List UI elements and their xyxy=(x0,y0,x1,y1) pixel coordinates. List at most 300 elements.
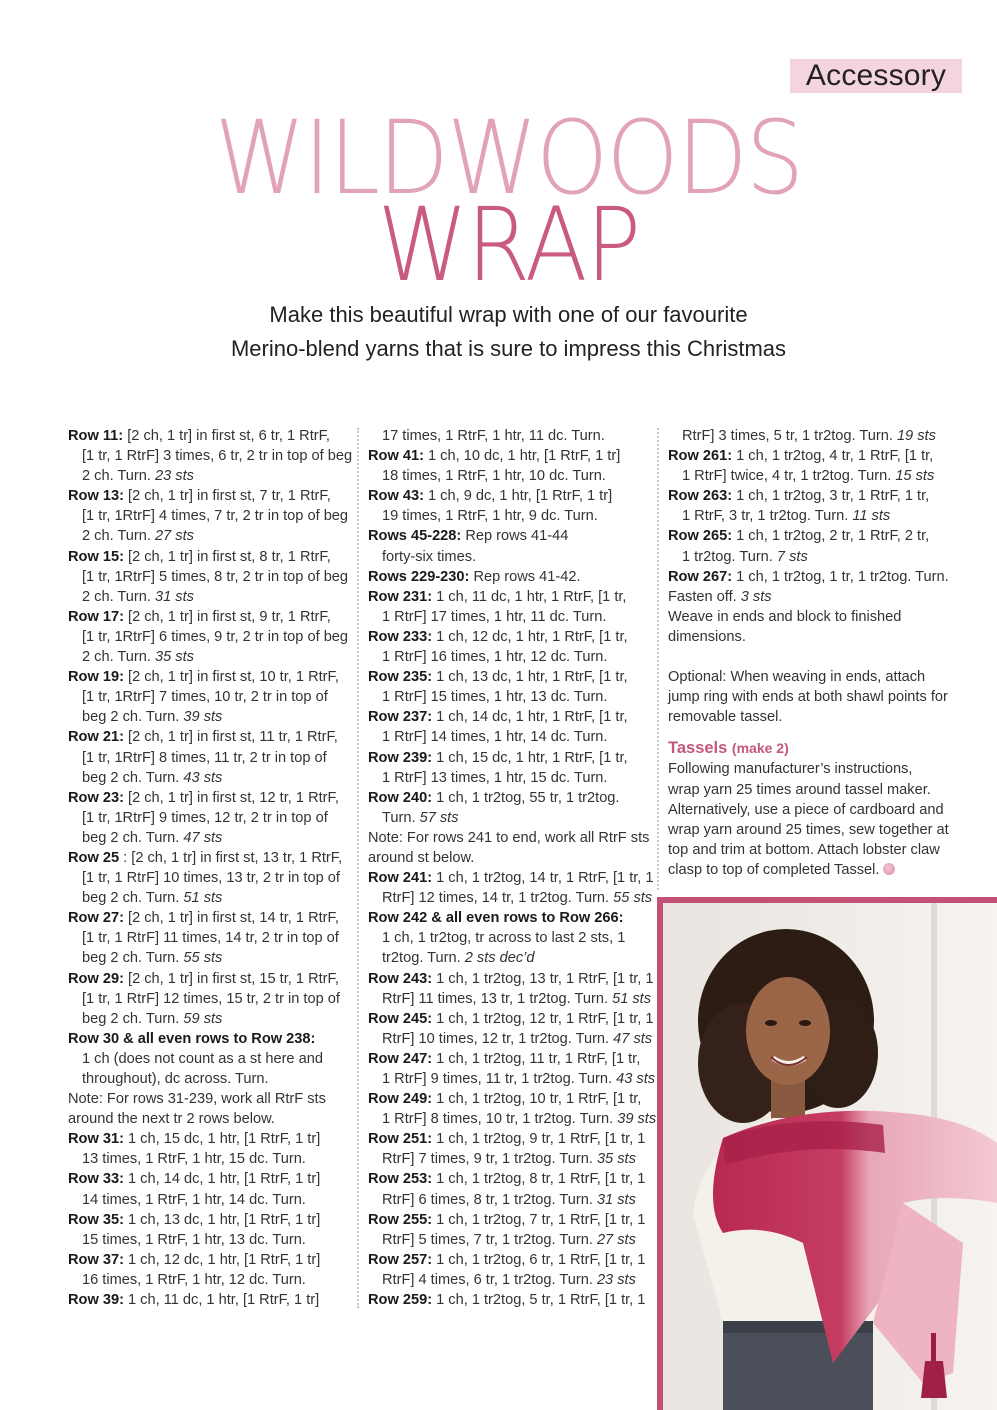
row-text: 1 RtrF] twice, 4 tr, 1 tr2tog. Turn. xyxy=(682,468,896,485)
row-text: 1 ch, 1 tr2tog, 4 tr, 1 RtrF, [1 tr, xyxy=(736,448,934,465)
row-text: [1 tr, 1 RtrF] 12 times, 15 tr, 2 tr in top of xyxy=(82,990,340,1007)
row-text: beg 2 ch. Turn. xyxy=(82,769,184,786)
note-line: removable tassel. xyxy=(668,709,783,726)
pattern-row xyxy=(368,868,654,908)
note-line: around the next tr 2 rows below. xyxy=(68,1111,275,1128)
row-label: Row 43: xyxy=(368,488,424,505)
pattern-row xyxy=(668,426,958,446)
pattern-row-line xyxy=(368,748,650,768)
pattern-row-line xyxy=(668,567,958,587)
pattern-row xyxy=(68,1210,350,1250)
note-text: Fasten off. xyxy=(668,588,741,605)
row-text: 17 times, 1 RtrF, 1 htr, 11 dc. Turn. xyxy=(382,428,605,444)
tassels-section xyxy=(668,737,958,880)
row-text: beg 2 ch. Turn. xyxy=(82,829,184,846)
pattern-row xyxy=(68,788,350,848)
pattern-row-line xyxy=(368,607,650,627)
pattern-row xyxy=(368,1290,650,1310)
tassels-text: Alternatively, use a piece of cardboard and xyxy=(668,801,944,818)
row-label: Row 25 xyxy=(68,849,120,866)
pattern-row xyxy=(68,486,350,546)
pattern-row xyxy=(368,1009,654,1049)
pattern-row-line xyxy=(68,727,350,747)
pattern-row xyxy=(368,707,650,747)
pattern-row-line xyxy=(368,707,650,727)
row-text: 1 ch, 1 tr2tog, 55 tr, 1 tr2tog. xyxy=(436,789,620,806)
row-text: 16 times, 1 RtrF, 1 htr, 12 dc. Turn. xyxy=(82,1271,306,1288)
row-text: 1 ch, 1 tr2tog, tr across to last 2 sts, 1 xyxy=(382,930,626,947)
pattern-row-line xyxy=(68,607,350,627)
row-text: 1 RtrF] 16 times, 1 htr, 12 dc. Turn. xyxy=(382,649,608,666)
row-label: Row 231: xyxy=(368,588,433,605)
row-text: 15 times, 1 RtrF, 1 htr, 13 dc. Turn. xyxy=(82,1231,306,1248)
tassels-text: Following manufacturer’s instructions, xyxy=(668,761,913,778)
row-text: [1 tr, 1 RtrF] 10 times, 13 tr, 2 tr in top of xyxy=(82,870,340,887)
pattern-row xyxy=(68,727,350,787)
pattern-row-line xyxy=(368,567,650,587)
note-line: Note: For rows 31-239, work all RtrF sts xyxy=(68,1091,326,1108)
row-text: RtrF] 3 times, 5 tr, 1 tr2tog. Turn. xyxy=(682,428,897,444)
row-text: 19 times, 1 RtrF, 1 htr, 9 dc. Turn. xyxy=(382,508,598,525)
row-text: [2 ch, 1 tr] in first st, 10 tr, 1 RtrF, xyxy=(128,669,339,686)
pattern-row-line xyxy=(368,1069,656,1089)
pattern-row-line xyxy=(68,1270,350,1290)
row-label: Row 33: xyxy=(68,1171,124,1188)
pattern-row-line xyxy=(68,1149,350,1169)
row-label: Row 37: xyxy=(68,1251,124,1268)
row-label: Row 267: xyxy=(668,568,733,585)
pattern-row xyxy=(368,748,650,788)
stitch-count: 35 sts xyxy=(155,649,194,666)
spacer xyxy=(668,647,958,667)
pattern-row-line xyxy=(68,1250,350,1270)
pattern-row-line xyxy=(68,567,350,587)
model-wearing-wrap-image xyxy=(663,903,997,1410)
stitch-count: 31 sts xyxy=(596,1191,636,1208)
row-text: 1 ch, 10 dc, 1 htr, [1 RtrF, 1 tr] xyxy=(428,448,621,465)
row-label: Row 245: xyxy=(368,1010,433,1027)
pattern-row-line xyxy=(68,748,350,768)
tassels-text: top and trim at bottom. Attach lobster claw xyxy=(668,841,940,858)
stitch-count: 51 sts xyxy=(183,890,223,907)
pattern-row xyxy=(368,1169,650,1209)
row-label: Row 233: xyxy=(368,628,433,645)
row-text: 1 ch, 1 tr2tog, 10 tr, 1 RtrF, [1 tr, xyxy=(436,1091,642,1108)
row-label: Row 251: xyxy=(368,1131,433,1148)
row-text: [1 tr, 1RtrF] 8 times, 11 tr, 2 tr in top of xyxy=(82,749,327,766)
pattern-row-line xyxy=(668,446,958,466)
row-label: Row 29: xyxy=(68,970,124,987)
row-text: RtrF] 6 times, 8 tr, 1 tr2tog. Turn. xyxy=(382,1191,597,1208)
pattern-row-line xyxy=(68,868,350,888)
row-label: Row 241: xyxy=(368,870,433,887)
pattern-row-line xyxy=(368,969,654,989)
pattern-row xyxy=(68,908,350,968)
row-text: 14 times, 1 RtrF, 1 htr, 14 dc. Turn. xyxy=(82,1191,306,1208)
row-text: 1 ch, 11 dc, 1 htr, [1 RtrF, 1 tr] xyxy=(128,1292,320,1309)
row-text: beg 2 ch. Turn. xyxy=(82,890,184,907)
pattern-row xyxy=(668,526,958,566)
row-text: [2 ch, 1 tr] in first st, 15 tr, 1 RtrF, xyxy=(128,970,339,987)
row-text: [1 tr, 1 RtrF] 3 times, 6 tr, 2 tr in top of beg xyxy=(82,448,353,465)
note-paragraph xyxy=(368,828,650,868)
pattern-row-line xyxy=(68,506,350,526)
pattern-row-line xyxy=(368,1089,650,1109)
pattern-row-line xyxy=(368,1029,653,1049)
pattern-row-line xyxy=(368,1149,650,1169)
stitch-count: 47 sts xyxy=(183,829,223,846)
row-text: [2 ch, 1 tr] in first st, 6 tr, 1 RtrF, xyxy=(127,428,330,444)
yarn-ball-icon xyxy=(883,863,895,875)
pattern-row-line xyxy=(68,587,350,607)
row-text: 1 ch, 12 dc, 1 htr, [1 RtrF, 1 tr] xyxy=(128,1251,321,1268)
tassels-text: clasp to top of completed Tassel. xyxy=(668,861,880,878)
pattern-row-line xyxy=(68,426,350,446)
pattern-row xyxy=(368,1089,657,1129)
pattern-row-line xyxy=(68,1029,350,1049)
row-label: Row 243: xyxy=(368,970,433,987)
row-text: 1 ch, 12 dc, 1 htr, 1 RtrF, [1 tr, xyxy=(436,628,628,645)
row-text: throughout), dc across. Turn. xyxy=(82,1071,269,1087)
pattern-row xyxy=(368,627,650,667)
pattern-row-line xyxy=(368,506,650,526)
stitch-count: 31 sts xyxy=(155,588,194,605)
stitch-count: 19 sts xyxy=(896,428,936,444)
row-text: RtrF] 12 times, 14 tr, 1 tr2tog. Turn. xyxy=(382,890,614,907)
row-label: Row 21: xyxy=(68,729,124,746)
tassels-line xyxy=(668,820,958,840)
pattern-row xyxy=(368,969,654,1009)
pattern-row-line xyxy=(68,446,353,466)
row-text: [1 tr, 1RtrF] 6 times, 9 tr, 2 tr in top of beg xyxy=(82,628,349,645)
row-text: 1 ch, 1 tr2tog, 6 tr, 1 RtrF, [1 tr, 1 xyxy=(436,1251,646,1268)
stitch-count: 55 sts xyxy=(183,950,223,967)
pattern-row-line xyxy=(368,808,650,828)
subtitle xyxy=(0,298,997,366)
pattern-row-line xyxy=(68,888,350,908)
row-text: 1 ch, 1 tr2tog, 14 tr, 1 RtrF, [1 tr, 1 xyxy=(436,870,654,887)
pattern-row xyxy=(368,567,650,587)
row-text: 1 ch, 14 dc, 1 htr, 1 RtrF, [1 tr, xyxy=(436,709,628,726)
column-3 xyxy=(668,426,958,880)
row-text: 1 ch, 1 tr2tog, 3 tr, 1 RtrF, 1 tr, xyxy=(736,488,930,505)
pattern-row-line xyxy=(368,1009,654,1029)
row-text: 2 ch. Turn. xyxy=(82,468,156,485)
pattern-row-line xyxy=(68,788,350,808)
stitch-count: 39 sts xyxy=(183,709,223,726)
pattern-row xyxy=(68,1029,350,1089)
pattern-row-line xyxy=(368,768,650,788)
pattern-row-line xyxy=(368,486,650,506)
pattern-row-line xyxy=(668,486,958,506)
stitch-count: 51 sts xyxy=(612,990,652,1007)
row-text: 1 ch, 15 dc, 1 htr, 1 RtrF, [1 tr, xyxy=(436,749,628,766)
row-text: [2 ch, 1 tr] in first st, 12 tr, 1 RtrF, xyxy=(128,789,339,806)
row-text: [1 tr, 1RtrF] 4 times, 7 tr, 2 tr in top of beg xyxy=(82,508,349,525)
pattern-row xyxy=(68,1169,350,1209)
row-text: [1 tr, 1RtrF] 9 times, 12 tr, 2 tr in top of xyxy=(82,809,328,826)
pattern-row-line xyxy=(68,908,350,928)
row-text: : [2 ch, 1 tr] in first st, 13 tr, 1 RtrF, xyxy=(123,849,343,866)
pattern-row-line xyxy=(368,627,650,647)
pattern-row xyxy=(368,1129,650,1169)
pattern-row-line xyxy=(68,1210,350,1230)
pattern-row-line xyxy=(368,888,653,908)
pattern-row xyxy=(68,848,350,908)
stitch-count: 23 sts xyxy=(596,1271,636,1288)
pattern-row-line xyxy=(68,1069,350,1089)
row-text: 1 ch, 1 tr2tog, 1 tr, 1 tr2tog. Turn. xyxy=(736,568,949,585)
stitch-count: 59 sts xyxy=(183,1010,223,1027)
row-text: [1 tr, 1 RtrF] 11 times, 14 tr, 2 tr in top of xyxy=(82,930,339,947)
row-label: Row 235: xyxy=(368,669,433,686)
pattern-row-line xyxy=(68,1190,350,1210)
pattern-row-line xyxy=(68,667,350,687)
pattern-row xyxy=(668,486,958,526)
pattern-row-line xyxy=(68,647,350,667)
row-text: 2 ch. Turn. xyxy=(82,528,156,545)
row-text: 18 times, 1 RtrF, 1 htr, 10 dc. Turn. xyxy=(382,468,606,485)
stitch-count: 27 sts xyxy=(596,1231,636,1248)
row-text: 1 ch, 1 tr2tog, 8 tr, 1 RtrF, [1 tr, 1 xyxy=(436,1171,646,1188)
pattern-row-line xyxy=(368,1210,650,1230)
row-text: 1 ch, 1 tr2tog, 7 tr, 1 RtrF, [1 tr, 1 xyxy=(436,1211,646,1228)
pattern-row xyxy=(668,567,958,587)
row-label: Row 239: xyxy=(368,749,433,766)
row-text: 1 ch, 13 dc, 1 htr, 1 RtrF, [1 tr, xyxy=(436,669,628,686)
stitch-count: 47 sts xyxy=(613,1030,653,1047)
row-text: [1 tr, 1RtrF] 5 times, 8 tr, 2 tr in top of beg xyxy=(82,568,349,585)
row-text: RtrF] 11 times, 13 tr, 1 tr2tog. Turn. xyxy=(382,990,613,1007)
row-label: Row 261: xyxy=(668,448,733,465)
row-text: RtrF] 7 times, 9 tr, 1 tr2tog. Turn. xyxy=(382,1151,597,1168)
pattern-row xyxy=(368,667,650,707)
pattern-row-line xyxy=(68,1049,350,1069)
row-text: [2 ch, 1 tr] in first st, 14 tr, 1 RtrF, xyxy=(128,910,339,927)
pattern-row xyxy=(68,547,350,607)
note-line: dimensions. xyxy=(668,628,746,645)
pattern-row xyxy=(68,969,350,1029)
pattern-row-line xyxy=(368,587,650,607)
pattern-row-line xyxy=(368,1169,650,1189)
tassels-line xyxy=(668,780,958,800)
row-text: 1 RtrF, 3 tr, 1 tr2tog. Turn. xyxy=(682,508,853,525)
stitch-count: 23 sts xyxy=(155,468,194,485)
stitch-count: 39 sts xyxy=(617,1111,657,1128)
stitch-count: 55 sts xyxy=(613,890,653,907)
pattern-row-line xyxy=(368,727,650,747)
stitch-count: 27 sts xyxy=(155,528,194,545)
row-text: 1 ch, 1 tr2tog, 13 tr, 1 RtrF, [1 tr, 1 xyxy=(436,970,654,987)
row-label: Row 259: xyxy=(368,1292,433,1309)
pattern-row-line xyxy=(68,466,350,486)
row-label: Row 242 & all even rows to Row 266: xyxy=(368,910,624,927)
stitch-count: 57 sts xyxy=(419,809,459,826)
row-text: 1 ch, 15 dc, 1 htr, [1 RtrF, 1 tr] xyxy=(128,1131,321,1148)
pattern-row-line xyxy=(68,707,350,727)
row-label: Row 11: xyxy=(68,428,124,444)
row-text: 1 ch, 1 tr2tog, 12 tr, 1 RtrF, [1 tr, 1 xyxy=(436,1010,654,1027)
pattern-row-line xyxy=(668,466,958,486)
model-photo xyxy=(657,897,997,1410)
pattern-row-line xyxy=(68,1009,350,1029)
pattern-row-line xyxy=(368,547,650,567)
tassels-text: wrap yarn around 25 times, sew together at xyxy=(668,821,949,838)
row-text: 1 ch, 13 dc, 1 htr, [1 RtrF, 1 tr] xyxy=(128,1211,321,1228)
pattern-row xyxy=(368,446,650,486)
pattern-row-line xyxy=(68,1169,350,1189)
note-line: Optional: When weaving in ends, attach xyxy=(668,669,926,686)
tassels-text: wrap yarn 25 times around tassel maker. xyxy=(668,781,931,798)
row-text: [2 ch, 1 tr] in first st, 9 tr, 1 RtrF, xyxy=(128,608,331,625)
pattern-row xyxy=(368,1250,650,1290)
pattern-row-line xyxy=(68,687,350,707)
pattern-row-line xyxy=(68,526,350,546)
row-label: Row 247: xyxy=(368,1050,433,1067)
column-2 xyxy=(368,426,657,1310)
pattern-row xyxy=(368,788,650,828)
pattern-row-line xyxy=(368,647,650,667)
pattern-row-line xyxy=(368,788,650,808)
row-label: Row 257: xyxy=(368,1251,433,1268)
pattern-row-line xyxy=(68,768,350,788)
stitch-count: 3 sts xyxy=(740,588,772,605)
note-paragraph xyxy=(668,607,958,647)
note-line: jump ring with ends at both shawl points for xyxy=(668,689,948,706)
pattern-row-line xyxy=(68,1230,350,1250)
pattern-row-line xyxy=(68,1290,350,1310)
row-text: RtrF] 10 times, 12 tr, 1 tr2tog. Turn. xyxy=(382,1030,614,1047)
row-text: beg 2 ch. Turn. xyxy=(82,709,184,726)
row-text: Turn. xyxy=(382,809,420,826)
row-label: Row 31: xyxy=(68,1131,124,1148)
stitch-count: 43 sts xyxy=(616,1071,656,1087)
pattern-row-line xyxy=(68,848,350,868)
pattern-row xyxy=(68,1290,350,1310)
pattern-row xyxy=(68,1250,350,1290)
row-label: Row 35: xyxy=(68,1211,124,1228)
pattern-row-line xyxy=(368,446,650,466)
row-text: forty-six times. xyxy=(382,548,477,565)
row-text: 1 RtrF] 13 times, 1 htr, 15 dc. Turn. xyxy=(382,769,608,786)
row-text: [2 ch, 1 tr] in first st, 7 tr, 1 RtrF, xyxy=(128,488,331,505)
note-paragraph xyxy=(668,667,958,727)
pattern-row-line xyxy=(668,426,958,446)
pattern-row-line xyxy=(368,908,650,928)
row-text: 1 ch, 1 tr2tog, 5 tr, 1 RtrF, [1 tr, 1 xyxy=(436,1292,646,1309)
pattern-row-line xyxy=(368,667,650,687)
row-text: 1 RtrF] 15 times, 1 htr, 13 dc. Turn. xyxy=(382,689,608,706)
note-paragraph xyxy=(68,1089,350,1129)
pattern-row xyxy=(668,446,958,486)
pattern-row-line xyxy=(368,1270,650,1290)
column-1 xyxy=(68,426,353,1310)
note-line: around st below. xyxy=(368,849,475,866)
pattern-row-line xyxy=(368,868,654,888)
pattern-row-line xyxy=(368,426,650,446)
pattern-row-line xyxy=(68,989,350,1009)
pattern-row xyxy=(368,1210,650,1250)
pattern-row-line xyxy=(68,627,350,647)
note-line: Weave in ends and block to finished xyxy=(668,608,902,625)
tassels-heading: Tassels (make 2) xyxy=(668,739,789,758)
row-label: Row 27: xyxy=(68,910,124,927)
row-text: 13 times, 1 RtrF, 1 htr, 15 dc. Turn. xyxy=(82,1151,306,1168)
pattern-row xyxy=(368,426,650,446)
pattern-row xyxy=(368,587,650,627)
row-label: Row 263: xyxy=(668,488,733,505)
row-label: Row 41: xyxy=(368,448,424,465)
row-label: Row 255: xyxy=(368,1211,433,1228)
pattern-row-line xyxy=(368,1129,650,1149)
row-label: Row 39: xyxy=(68,1292,124,1309)
pattern-row-line xyxy=(368,1049,650,1069)
row-text: beg 2 ch. Turn. xyxy=(82,950,184,967)
row-label: Rows 229-230: xyxy=(368,568,470,585)
row-label: Row 13: xyxy=(68,488,124,505)
subtitle-line2: Merino-blend yarns that is sure to impress this Christmas xyxy=(230,336,787,361)
row-label: Row 19: xyxy=(68,669,124,686)
row-label: Row 249: xyxy=(368,1091,433,1108)
subtitle-line1: Make this beautiful wrap with one of our favourite xyxy=(269,302,748,327)
row-label: Row 30 & all even rows to Row 238: xyxy=(68,1030,316,1047)
column-divider-2 xyxy=(657,428,659,890)
pattern-row-line xyxy=(368,1230,650,1250)
tassels-line xyxy=(668,759,958,779)
pattern-row-line xyxy=(68,486,350,506)
column-divider-1 xyxy=(357,428,359,1308)
pattern-row xyxy=(68,667,350,727)
pattern-row xyxy=(68,1129,350,1169)
stitch-count: 43 sts xyxy=(183,769,223,786)
row-text: 1 tr2tog. Turn. xyxy=(682,548,777,565)
row-text: 1 ch, 9 dc, 1 htr, [1 RtrF, 1 tr] xyxy=(428,488,613,505)
page-title-line2: WRAP xyxy=(377,186,640,305)
pattern-row-line xyxy=(668,506,958,526)
row-text: 1 RtrF] 9 times, 11 tr, 1 tr2tog. Turn. xyxy=(382,1071,617,1087)
pattern-row xyxy=(368,526,650,566)
row-text: [2 ch, 1 tr] in first st, 11 tr, 1 RtrF, xyxy=(128,729,338,746)
pattern-row-line xyxy=(368,928,650,948)
note-line: Note: For rows 241 to end, work all RtrF sts xyxy=(368,829,650,846)
pattern-row-line xyxy=(368,1190,650,1210)
pattern-row xyxy=(368,908,650,968)
row-text: 1 ch, 14 dc, 1 htr, [1 RtrF, 1 tr] xyxy=(128,1171,321,1188)
pattern-row-line xyxy=(368,1290,650,1310)
note-line xyxy=(668,587,958,607)
tassels-line xyxy=(668,860,958,880)
row-label: Row 23: xyxy=(68,789,124,806)
row-text: 1 ch, 11 dc, 1 htr, 1 RtrF, [1 tr, xyxy=(436,588,627,605)
pattern-row xyxy=(68,607,350,667)
row-text: 1 ch (does not count as a st here and xyxy=(82,1050,323,1067)
page-title-line1: WILDWOODS xyxy=(214,99,803,218)
pattern-row-line xyxy=(68,828,350,848)
row-text: 1 RtrF] 14 times, 1 htr, 14 dc. Turn. xyxy=(382,729,608,746)
row-label: Row 265: xyxy=(668,528,733,545)
pattern-row-line xyxy=(368,1109,657,1129)
pattern-row-line xyxy=(68,547,350,567)
pattern-row-line xyxy=(368,526,650,546)
row-text: tr2tog. Turn. xyxy=(382,950,465,967)
stitch-count: 11 sts xyxy=(852,508,891,525)
pattern-row-line xyxy=(368,466,650,486)
row-text: 1 RtrF] 8 times, 10 tr, 1 tr2tog. Turn. xyxy=(382,1111,618,1128)
pattern-row-line xyxy=(68,808,350,828)
row-text: RtrF] 5 times, 7 tr, 1 tr2tog. Turn. xyxy=(382,1231,597,1248)
row-label: Row 17: xyxy=(68,608,124,625)
row-text: [2 ch, 1 tr] in first st, 8 tr, 1 RtrF, xyxy=(128,548,331,565)
